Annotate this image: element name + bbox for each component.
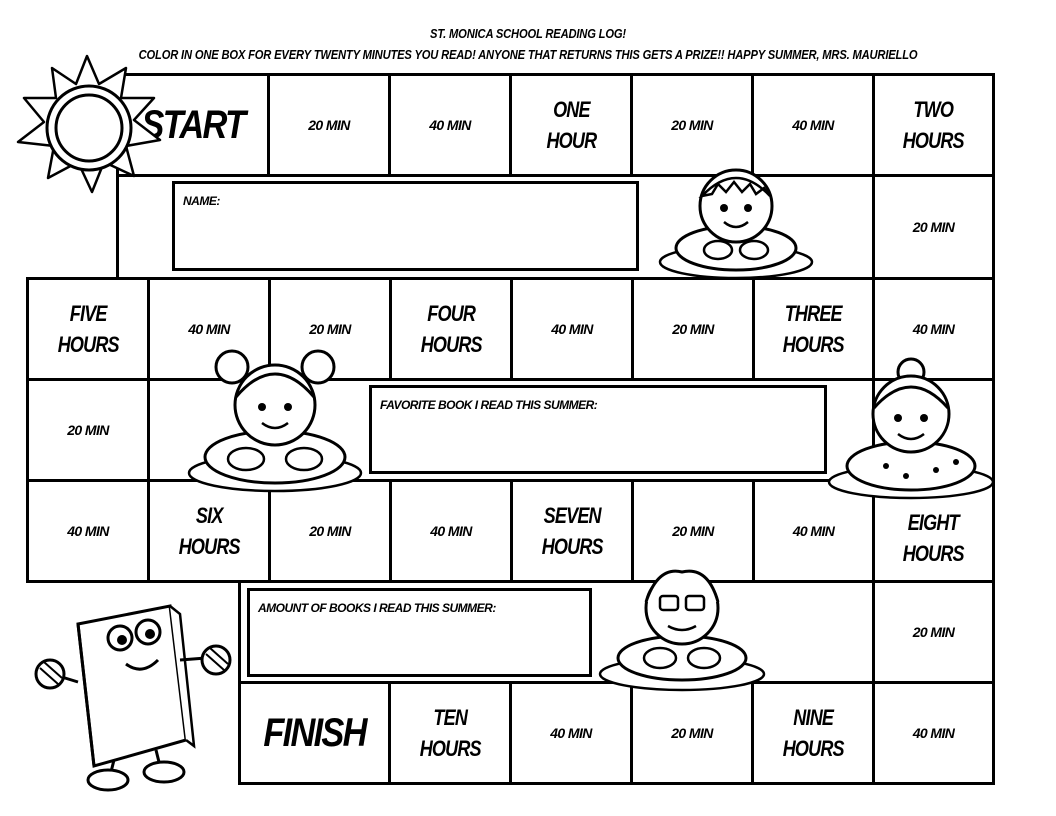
space-20-min[interactable] [631, 277, 755, 381]
space-label: 20 MIN [308, 117, 350, 133]
space-label: 20 MIN [309, 523, 351, 539]
space-label: 40 MIN [792, 117, 834, 133]
start-label: START [141, 102, 245, 147]
sun-icon [8, 52, 166, 200]
space-nine-hours[interactable] [751, 681, 875, 785]
space-four-hours[interactable] [389, 277, 513, 381]
space-label: NINE HOURS [782, 705, 844, 761]
space-label: FOUR HOURS [420, 301, 482, 357]
space-label: 40 MIN [550, 725, 592, 741]
space-label: THREE HOURS [782, 301, 845, 357]
space-label: 20 MIN [912, 219, 955, 235]
space-one-hour[interactable] [509, 73, 633, 177]
kid-in-swim-ring-icon [826, 352, 996, 502]
kid-in-swim-ring-icon [186, 345, 364, 495]
space-label: FIVE HOURS [57, 301, 119, 357]
page-title: ST. MONICA SCHOOL READING LOG! [430, 26, 626, 41]
instructions: COLOR IN ONE BOX FOR EVERY TWENTY MINUTES YOU READ! ANYONE THAT RETURNS THIS GETS A PRIZE!! HAPPY SUMMER, MRS. MAURIELLO [138, 47, 918, 62]
space-label: TEN HOURS [419, 705, 481, 761]
favorite-book-label: FAVORITE BOOK I READ THIS SUMMER: [380, 398, 598, 412]
name-field[interactable] [172, 181, 639, 271]
space-40-min[interactable] [872, 681, 995, 785]
space-label: 20 MIN [672, 321, 714, 337]
space-20-min[interactable] [872, 174, 995, 280]
amount-of-books-field[interactable] [247, 588, 592, 677]
space-label: 20 MIN [912, 624, 955, 640]
kid-in-swim-ring-icon [656, 158, 816, 282]
kid-in-swim-ring-icon [598, 562, 766, 694]
space-40-min[interactable] [26, 479, 150, 583]
space-label: SEVEN HOURS [541, 503, 603, 559]
space-40-min[interactable] [509, 681, 633, 785]
finish-space[interactable] [238, 681, 391, 785]
space-label: 20 MIN [67, 422, 109, 438]
space-two-hours[interactable] [872, 73, 995, 177]
space-label: 40 MIN [912, 725, 955, 741]
space-label: TWO HOURS [902, 97, 965, 153]
finish-label: FINISH [263, 710, 366, 755]
space-label: 40 MIN [67, 523, 109, 539]
space-label: 20 MIN [671, 725, 713, 741]
space-20-min[interactable] [267, 73, 391, 177]
space-label: EIGHT HOURS [902, 510, 965, 566]
space-label: 20 MIN [309, 321, 351, 337]
space-40-min[interactable] [389, 479, 513, 583]
space-five-hours[interactable] [26, 277, 150, 381]
book-character-icon [30, 600, 238, 792]
favorite-book-field[interactable] [369, 385, 827, 474]
space-label: 20 MIN [672, 523, 714, 539]
space-label: 40 MIN [429, 117, 471, 133]
space-40-min[interactable] [510, 277, 634, 381]
amount-of-books-label: AMOUNT OF BOOKS I READ THIS SUMMER: [258, 601, 496, 615]
space-label: 40 MIN [188, 321, 230, 337]
space-label: 20 MIN [671, 117, 713, 133]
space-20-min[interactable] [872, 580, 995, 684]
space-label: 40 MIN [430, 523, 472, 539]
space-ten-hours[interactable] [388, 681, 512, 785]
space-label: 40 MIN [912, 321, 955, 337]
space-label: ONE HOUR [546, 97, 596, 153]
name-label: NAME: [183, 194, 220, 208]
space-40-min[interactable] [388, 73, 512, 177]
space-20-min[interactable] [630, 681, 754, 785]
space-label: 40 MIN [551, 321, 593, 337]
space-label: 40 MIN [792, 523, 835, 539]
space-20-min[interactable] [26, 378, 150, 482]
space-label: SIX HOURS [178, 503, 240, 559]
